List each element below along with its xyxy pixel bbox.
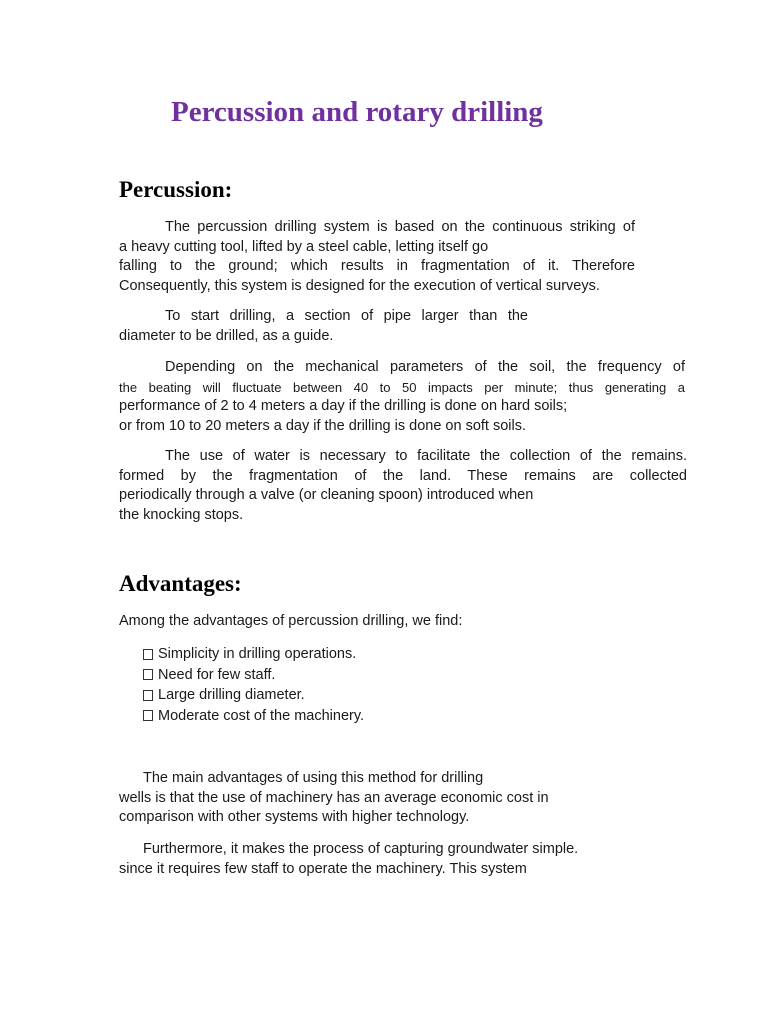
- percussion-paragraph-2: [119, 307, 528, 346]
- text-line: the knocking stops.: [119, 506, 244, 523]
- text-line: comparison with other systems with higher technology.: [119, 809, 470, 825]
- text-line: wells is that the use of machinery has an average economic cost in: [119, 789, 549, 806]
- text-line: The main advantages of using this method for drilling: [143, 770, 484, 786]
- text-line: periodically through a valve (or cleaning spoon) introduced when: [119, 487, 534, 503]
- text-line: performance of 2 to 4 meters a day if the drilling is done on hard soils;: [119, 398, 568, 414]
- text-line: Depending on the mechanical parameters of the soil, the frequency of: [165, 359, 685, 375]
- advantages-list: [143, 644, 364, 726]
- percussion-paragraph-4: [119, 447, 687, 525]
- text-line: formed by the fragmentation of the land. These remains are collected: [119, 467, 687, 484]
- advantages-paragraph-1: [119, 769, 679, 828]
- checkbox-bullet-icon: [143, 690, 153, 701]
- text-line: Consequently, this system is designed for the execution of vertical surveys.: [119, 277, 600, 294]
- text-line: diameter to be drilled, as a guide.: [119, 327, 334, 344]
- list-item: Moderate cost of the machinery.: [143, 706, 364, 727]
- document-title: Percussion and rotary drilling: [171, 96, 543, 128]
- text-line: a heavy cutting tool, lifted by a steel cable, letting itself go: [119, 238, 489, 255]
- checkbox-bullet-icon: [143, 669, 153, 680]
- checkbox-bullet-icon: [143, 710, 153, 721]
- text-line: To start drilling, a section of pipe larger than the: [165, 308, 528, 324]
- text-line: Among the advantages of percussion drilling, we find:: [119, 613, 463, 629]
- percussion-heading: Percussion:: [119, 177, 233, 202]
- text-line: The use of water is necessary to facilitate the collection of the remains.: [165, 448, 687, 464]
- text-line: the beating will fluctuate between 40 to 50 impacts per minute; thus generating a: [119, 379, 685, 395]
- advantages-paragraph-2: [119, 840, 679, 879]
- list-item: Simplicity in drilling operations.: [143, 644, 364, 665]
- list-item: Large drilling diameter.: [143, 685, 364, 706]
- checkbox-bullet-icon: [143, 649, 153, 660]
- text-line: Furthermore, it makes the process of capturing groundwater simple.: [143, 841, 579, 857]
- text-line: since it requires few staff to operate the machinery. This system: [119, 860, 527, 877]
- text-line: falling to the ground; which results in fragmentation of it. Therefore: [119, 258, 635, 274]
- percussion-paragraph-3: [119, 358, 685, 436]
- advantages-intro: [119, 612, 679, 632]
- text-line: or from 10 to 20 meters a day if the drilling is done on soft soils.: [119, 417, 527, 434]
- text-line: The percussion drilling system is based on the continuous striking of: [165, 219, 635, 235]
- list-item: Need for few staff.: [143, 665, 364, 686]
- percussion-paragraph-1: [119, 218, 635, 296]
- advantages-heading: Advantages:: [119, 571, 242, 596]
